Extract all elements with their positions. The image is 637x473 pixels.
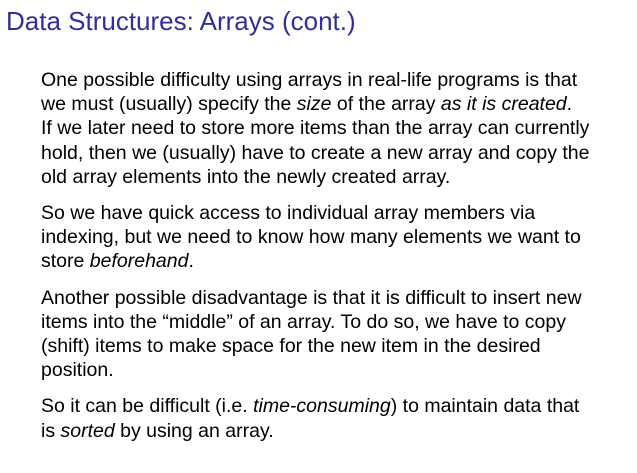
text-line: store beforehand. [41,250,194,273]
emphasis-size: size [296,93,332,116]
text-line: we must (usually) specify the size of the array as it is created. [41,93,573,116]
text-line: So we have quick access to individual array members via [41,202,536,225]
slide-title: Data Structures: Arrays (cont.) [6,6,356,36]
text-line: Another possible disadvantage is that it is difficult to insert new [41,286,582,309]
text-line: old array elements into the newly created array. [41,165,451,188]
text-line: One possible difficulty using arrays in real-life programs is that [41,69,578,91]
text-line: If we later need to store more items than the array can currently [41,117,590,140]
emphasis-beforehand: beforehand [89,250,189,273]
paragraph-quick-access [41,201,626,274]
text-line: is sorted by using an array. [41,419,274,442]
slide-body [41,68,626,455]
text-line: indexing, but we need to know how many elements we want to [41,226,581,249]
text-line: hold, then we (usually) have to create a new array and copy the [41,141,590,164]
emphasis-sorted: sorted [60,419,115,442]
paragraph-insert-disadvantage [41,286,626,383]
text-line: items into the “middle” of an array. To do so, we have to copy [41,310,566,333]
paragraph-sorted-data [41,394,626,442]
paragraph-array-size-difficulty [41,68,626,189]
emphasis-time-consuming: time-consuming [253,395,391,418]
emphasis-as-it-is-created: as it is created [440,93,567,116]
text-line: So it can be difficult (i.e. time-consuming) to maintain data that [41,395,580,418]
text-line: (shift) items to make space for the new item in the desired [41,335,541,358]
text-line: position. [41,359,114,382]
